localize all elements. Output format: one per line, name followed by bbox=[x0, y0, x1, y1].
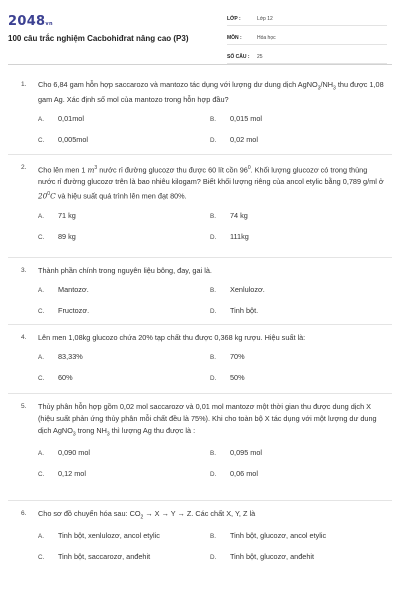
option-text: 0,02 mol bbox=[230, 135, 258, 145]
option-text: 70% bbox=[230, 352, 245, 361]
option-text: Tinh bột, glucozơ, ancol etylic bbox=[230, 531, 327, 541]
option-letter: A. bbox=[38, 116, 44, 124]
question-3 bbox=[0, 258, 400, 324]
option-text: 0,015 mol bbox=[230, 114, 263, 124]
option-c[interactable] bbox=[38, 232, 210, 253]
option-b[interactable] bbox=[210, 285, 382, 306]
option-text: 0,095 mol bbox=[230, 448, 263, 458]
meta-row-count bbox=[227, 51, 387, 64]
option-a[interactable] bbox=[38, 448, 210, 469]
answer-options bbox=[38, 352, 384, 394]
option-letter: D. bbox=[210, 233, 217, 241]
option-d[interactable] bbox=[210, 552, 382, 573]
option-letter: A. bbox=[38, 287, 44, 294]
question-text: Lên men 1,08kg glucozo chứa 20% tạp chất thu được 0,368 kg rượu. Hiệu suất là: bbox=[38, 333, 306, 342]
option-b[interactable] bbox=[210, 211, 382, 232]
meta-value: Lớp 12 bbox=[257, 16, 273, 22]
option-letter: B. bbox=[210, 287, 216, 294]
option-a[interactable] bbox=[38, 352, 210, 373]
option-letter: A. bbox=[38, 450, 44, 458]
option-a[interactable] bbox=[38, 211, 210, 232]
question-number: 5. bbox=[21, 403, 27, 410]
option-a[interactable] bbox=[38, 285, 210, 306]
option-letter: B. bbox=[210, 354, 216, 361]
option-text: 50% bbox=[230, 373, 245, 382]
question-6 bbox=[0, 501, 400, 575]
option-letter: B. bbox=[210, 450, 216, 458]
meta-value: 25 bbox=[257, 54, 263, 60]
option-letter: C. bbox=[38, 554, 45, 562]
option-text: 0,12 mol bbox=[58, 469, 86, 479]
option-c[interactable] bbox=[38, 135, 210, 156]
option-b[interactable] bbox=[210, 114, 382, 135]
answer-options bbox=[38, 448, 384, 490]
meta-row-subject bbox=[227, 32, 387, 45]
option-text: Fructozơ. bbox=[58, 306, 90, 315]
site-logo[interactable]: 2048vn bbox=[8, 14, 53, 29]
option-text: 60% bbox=[58, 373, 73, 382]
option-letter: C. bbox=[38, 308, 45, 315]
option-letter: D. bbox=[210, 554, 217, 562]
option-a[interactable] bbox=[38, 114, 210, 135]
option-b[interactable] bbox=[210, 448, 382, 469]
option-letter: A. bbox=[38, 212, 44, 220]
answer-options bbox=[38, 285, 384, 327]
option-letter: D. bbox=[210, 137, 217, 145]
question-number: 3. bbox=[21, 267, 27, 274]
question-list bbox=[0, 72, 400, 575]
option-text: 74 kg bbox=[230, 210, 248, 220]
option-d[interactable] bbox=[210, 306, 382, 327]
option-d[interactable] bbox=[210, 135, 382, 156]
option-letter: C. bbox=[38, 233, 45, 241]
option-letter: B. bbox=[210, 533, 216, 541]
option-letter: A. bbox=[38, 533, 44, 541]
question-2 bbox=[0, 155, 400, 257]
question-number: 4. bbox=[21, 334, 27, 341]
question-text: Cho 6,84 gam hỗn hợp saccarozo và mantozo tác dụng với lượng dư dung dịch $AgNO_3/NH_3$ thu được 1,08 gam Ag. Xác định số mol của mantozo trong hỗn hợp đầu? bbox=[38, 80, 384, 105]
option-letter: D. bbox=[210, 375, 217, 382]
question-text: Thành phần chính trong nguyên liệu bông, đay, gai là. bbox=[38, 266, 212, 275]
option-text: 111kg bbox=[230, 231, 249, 241]
option-b[interactable] bbox=[210, 531, 382, 552]
option-d[interactable] bbox=[210, 373, 382, 394]
option-text: Tinh bột, xenlulozơ, ancol etylic bbox=[58, 531, 160, 541]
option-letter: D. bbox=[210, 308, 217, 315]
option-letter: A. bbox=[38, 354, 44, 361]
question-4 bbox=[0, 325, 400, 393]
option-letter: B. bbox=[210, 212, 216, 220]
option-d[interactable] bbox=[210, 232, 382, 253]
option-text: Tinh bột. bbox=[230, 306, 259, 315]
option-text: 89 kg bbox=[58, 231, 76, 241]
option-a[interactable] bbox=[38, 531, 210, 552]
option-text: 0,01mol bbox=[58, 114, 84, 124]
option-text: Tinh bột, saccarozơ, anđehit bbox=[58, 552, 151, 562]
option-text: Mantozơ. bbox=[58, 285, 89, 294]
question-number: 6. bbox=[21, 510, 27, 517]
option-c[interactable] bbox=[38, 373, 210, 394]
option-text: 0,090 mol bbox=[58, 448, 91, 458]
option-letter: C. bbox=[38, 471, 45, 479]
question-number: 2. bbox=[21, 164, 27, 171]
meta-row-class bbox=[227, 13, 387, 26]
meta-label: SỐ CÂU : bbox=[227, 54, 250, 60]
question-text: Cho sơ đồ chuyển hóa sau: $CO_2 \to X \to Y \to Z$. Các chất X, Y, Z là bbox=[38, 509, 256, 521]
meta-label: MÔN : bbox=[227, 35, 242, 41]
option-text: 71 kg bbox=[58, 210, 76, 220]
option-letter: C. bbox=[38, 137, 45, 145]
option-text: Xenlulozơ. bbox=[230, 285, 265, 294]
option-letter: B. bbox=[210, 116, 216, 124]
header bbox=[0, 0, 400, 66]
question-text: Cho lên men 1 $m^3$ nước rỉ đường glucozơ thu được 60 lít cồn $96^0$. Khối lượng glucozơ có trong thùng nước rỉ đường glucozơ trên là bao nhiêu kilogam? Biết khối lượng riêng của ancol etylic bằng 0,789 g/ml ở $20^0C$ và hiệu suất quá trình lên men đạt 80%. bbox=[38, 165, 384, 201]
option-letter: C. bbox=[38, 375, 45, 382]
answer-options bbox=[38, 531, 384, 573]
option-letter: D. bbox=[210, 471, 217, 479]
page-title: 100 câu trắc nghiệm Cacbohiđrat nâng cao (P3) bbox=[8, 34, 189, 43]
question-5 bbox=[0, 394, 400, 500]
question-number: 1. bbox=[21, 81, 27, 88]
option-c[interactable] bbox=[38, 552, 210, 573]
header-divider bbox=[8, 64, 392, 65]
meta-label: LỚP : bbox=[227, 16, 241, 22]
option-text: 0,005mol bbox=[58, 135, 89, 145]
option-d[interactable] bbox=[210, 469, 382, 490]
option-text: Tinh bột, glucozơ, anđehit bbox=[230, 552, 315, 562]
option-c[interactable] bbox=[38, 306, 210, 327]
answer-options bbox=[38, 211, 384, 253]
option-text: 83,33% bbox=[58, 352, 83, 361]
question-1 bbox=[0, 72, 400, 154]
question-text: Thủy phân hỗn hợp gồm 0,02 mol saccarozơ và 0,01 mol mantozơ một thời gian thu được dung dịch X (hiệu suất phản ứng thủy phân mỗi chất đều là 75%). Khi cho toàn bộ X tác dụng với một lượng dư dung dịch AgNO$_3$ trong $NH_3$ thì lượng Ag thu được là : bbox=[38, 402, 377, 438]
meta-info bbox=[227, 13, 387, 70]
option-b[interactable] bbox=[210, 352, 382, 373]
option-text: 0,06 mol bbox=[230, 469, 258, 479]
answer-options bbox=[38, 114, 384, 156]
option-c[interactable] bbox=[38, 469, 210, 490]
meta-value: Hóa học bbox=[257, 35, 276, 41]
